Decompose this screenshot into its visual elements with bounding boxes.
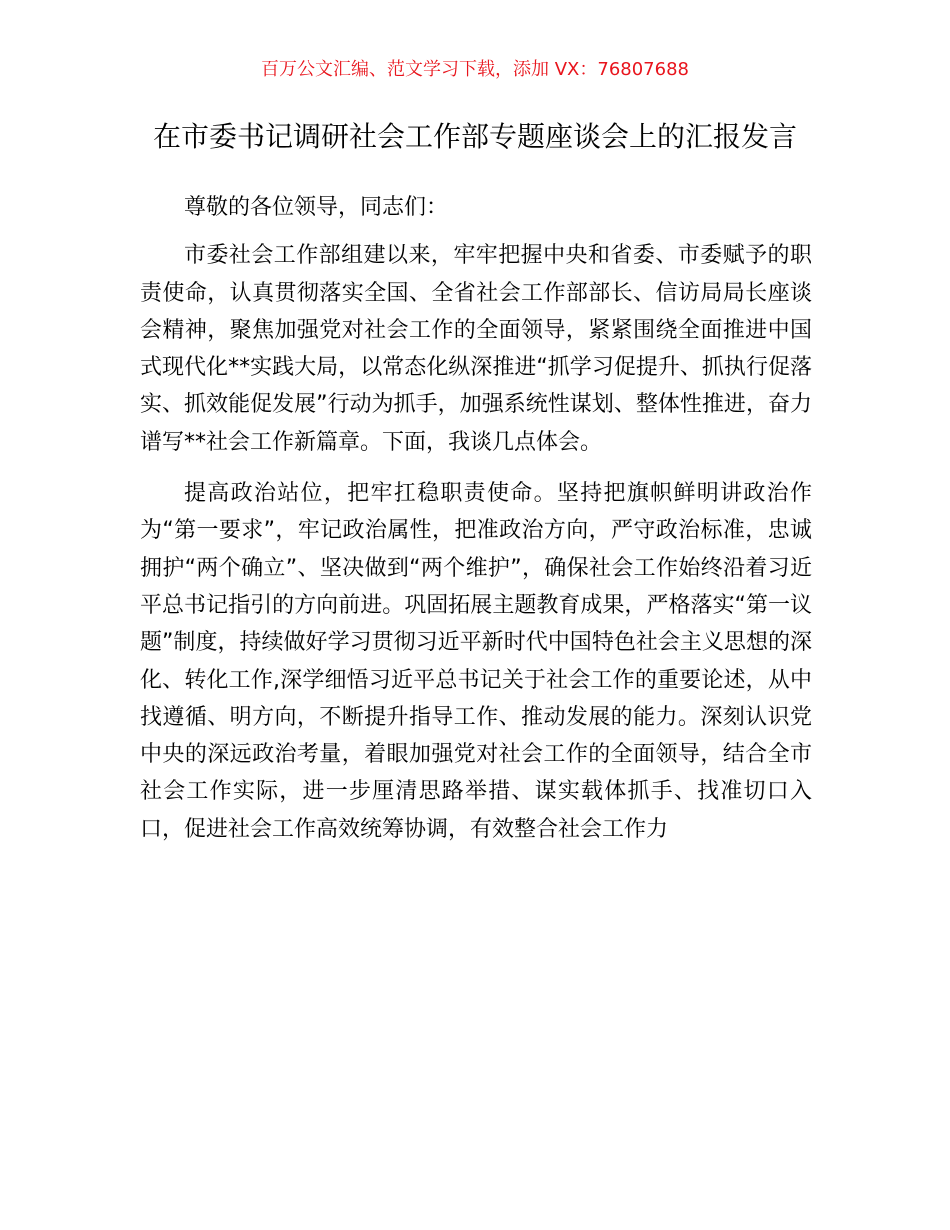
document-body (140, 189, 812, 848)
salutation: 尊敬的各位领导，同志们： (184, 195, 449, 220)
paragraph-political-stance: 提高政治站位，把牢扛稳职责使命。坚持把旗帜鲜明讲政治作为“第一要求”，牢记政治属性，把准政治方向，严守政治标准，忠诚拥护“两个确立”、坚决做到“两个维护”，确保社会工作始终沿着习近平总书记指引的方向前进。巩固拓展主题教育成果，严格落实“第一议题”制度，持续做好学习贯彻习近平新时代中国特色社会主义思想的深化、转化工作,深学细悟习近平总书记关于社会工作的重要论述，从中找遵循、明方向，不断提升指导工作、推动发展的能力。深刻认识党中央的深远政治考量，着眼加强党对社会工作的全面领导，结合全市社会工作实际，进一步厘清思路举措、谋实载体抓手、找准切口入口，促进社会工作高效统筹协调，有效整合社会工作力 (140, 481, 812, 842)
paragraph-intro: 市委社会工作部组建以来，牢牢把握中央和省委、市委赋予的职责使命，认真贯彻落实全国、全省社会工作部部长、信访局局长座谈会精神，聚焦加强党对社会工作的全面领导，紧紧围绕全面推进中国式现代化**实践大局，以常态化纵深推进“抓学习促提升、抓执行促落实、抓效能促发展”行动为抓手，加强系统性谋划、整体性推进，奋力谱写**社会工作新篇章。下面，我谈几点体会。 (140, 243, 812, 455)
document-title: 在市委书记调研社会工作部专题座谈会上的汇报发言 (152, 120, 797, 153)
watermark-banner: 百万公文汇编、范文学习下载，添加 VX：76807688 (261, 59, 689, 80)
